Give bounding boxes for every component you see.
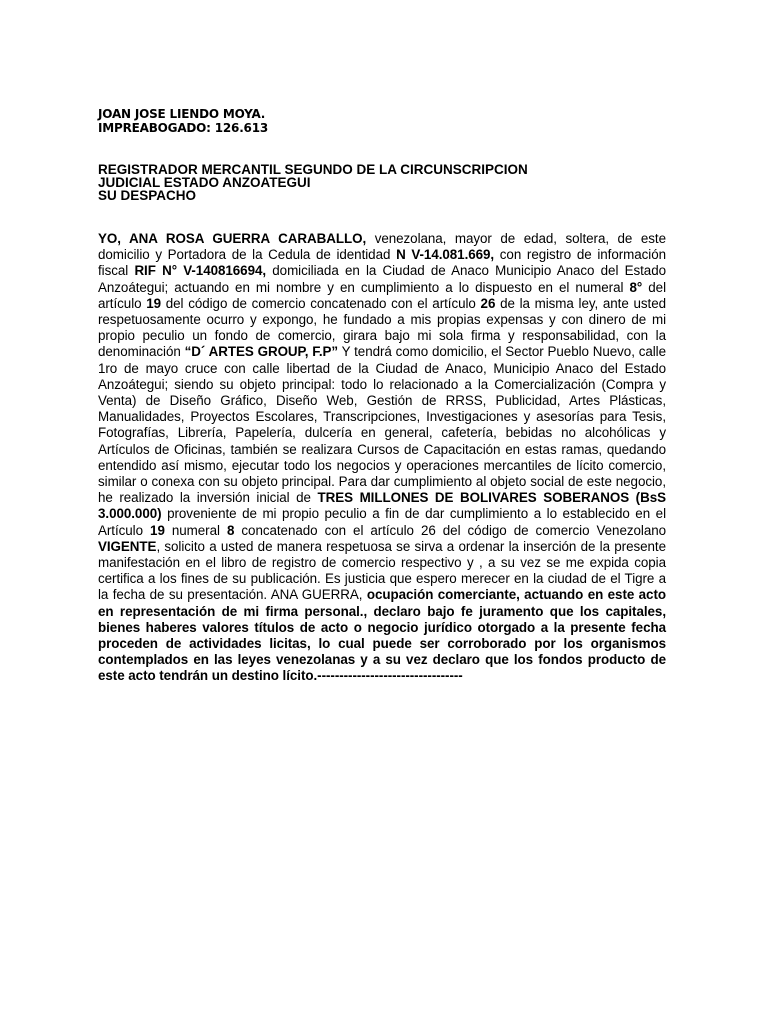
recipient-block — [98, 163, 666, 202]
body-segment: numeral — [164, 522, 227, 538]
business-name: “D´ ARTES GROUP, F.P” — [184, 344, 339, 360]
body-segment: proveniente de mi propio peculio a fin de dar cumplimiento a lo establecido en el Artículo — [98, 506, 666, 538]
sworn-declaration: ocupación comerciante, actuando en este acto en representación de mi firma personal., declaro bajo fe juramento que los capitales, bienes haberes valores títulos de acto o negocio jurídico otorgado a la presente fecha proceden de actividades licitas, lo cual puede ser corroborado por los organismos contemplados en las leyes venezolanas y a su vez declaro que los fondos producto de este acto tendrán un destino lícito.--------------------------------- — [98, 587, 666, 684]
id-number: N V-14.081.669, — [396, 247, 495, 263]
author-impreabogado: IMPREABOGADO: 126.613 — [98, 121, 269, 135]
article-ref: 19 — [150, 522, 165, 538]
body-segment: , solicito a usted de manera respetuosa se sirva a ordenar la inserción de la presente manifestación en el libro de registro de comercio respectivo y , a su vez se me expida copia certifica a los fines de su publicación. Es justicia que espero merecer en la ciudad de el Tigre a la fecha de su presentación. ANA GUERRA, — [98, 538, 666, 603]
body-segment: domiciliada en la Ciudad de Anaco Municipio Anaco del Estado Anzoátegui; actuando en mi nombre y en cumplimiento a lo dispuesto en el numeral — [98, 263, 666, 295]
recipient-line-3: SU DESPACHO — [98, 188, 197, 203]
document-page — [98, 107, 666, 698]
body-paragraph — [98, 231, 666, 685]
article-ref: 26 — [480, 295, 496, 311]
body-segment: con registro de información fiscal — [98, 247, 666, 279]
article-ref: 19 — [146, 295, 162, 311]
recipient-line-1: REGISTRADOR MERCANTIL SEGUNDO DE LA CIRCUNSCRIPCION — [98, 162, 528, 177]
rif-number: RIF N° V-140816694, — [134, 263, 267, 279]
author-name: JOAN JOSE LIENDO MOYA. — [98, 107, 266, 121]
body-segment: del artículo — [98, 279, 666, 311]
declarant-name: YO, ANA ROSA GUERRA CARABALLO, — [98, 231, 367, 246]
numeral-ref: 8° — [629, 279, 643, 295]
author-block — [98, 107, 666, 135]
body-segment: del código de comercio concatenado con el artículo — [161, 295, 481, 311]
body-segment: concatenado con el artículo 26 del código de comercio Venezolano — [234, 522, 667, 538]
numeral-ref: 8 — [226, 522, 235, 538]
body-segment: venezolana, mayor de edad, soltera, de este domicilio y Portadora de la Cedula de identidad — [98, 231, 666, 263]
body-segment: de la misma ley, ante usted respetuosamente ocurro y expongo, he fundado a mis propias expensas y con dinero de mi propio peculio un fondo de comercio, girara bajo mi sola firma y responsabilidad, con la denominación — [98, 295, 666, 360]
recipient-line-2: JUDICIAL ESTADO ANZOATEGUI — [98, 175, 311, 190]
vigente-label: VIGENTE — [98, 538, 157, 554]
investment-amount: TRES MILLONES DE BOLIVARES SOBERANOS (BsS 3.000.000) — [98, 490, 666, 522]
body-segment: Y tendrá como domicilio, el Sector Pueblo Nuevo, calle 1ro de mayo cruce con calle libertad de la Ciudad de Anaco, Municipio Anaco del Estado Anzoátegui; siendo su objeto principal: todo lo relacionado a la Comercialización (Compra y Venta) de Diseño Gráfico, Diseño Web, Gestión de RRSS, Publicidad, Artes Plásticas, Manualidades, Proyectos Escolares, Transcripciones, Investigaciones y asesorías para Tesis, Fotografías, Librería, Papelería, dulcería en general, cafetería, bebidas no alcohólicas y Artículos de Oficinas, también se realizara Cursos de Capacitación en estas ramas, quedando entendido así mismo, ejecutar todo los negocios y operaciones mercantiles de lícito comercio, similar o conexa con su objeto principal. Para dar cumplimiento al objeto social de este negocio, he realizado la inversión inicial de — [98, 344, 666, 506]
